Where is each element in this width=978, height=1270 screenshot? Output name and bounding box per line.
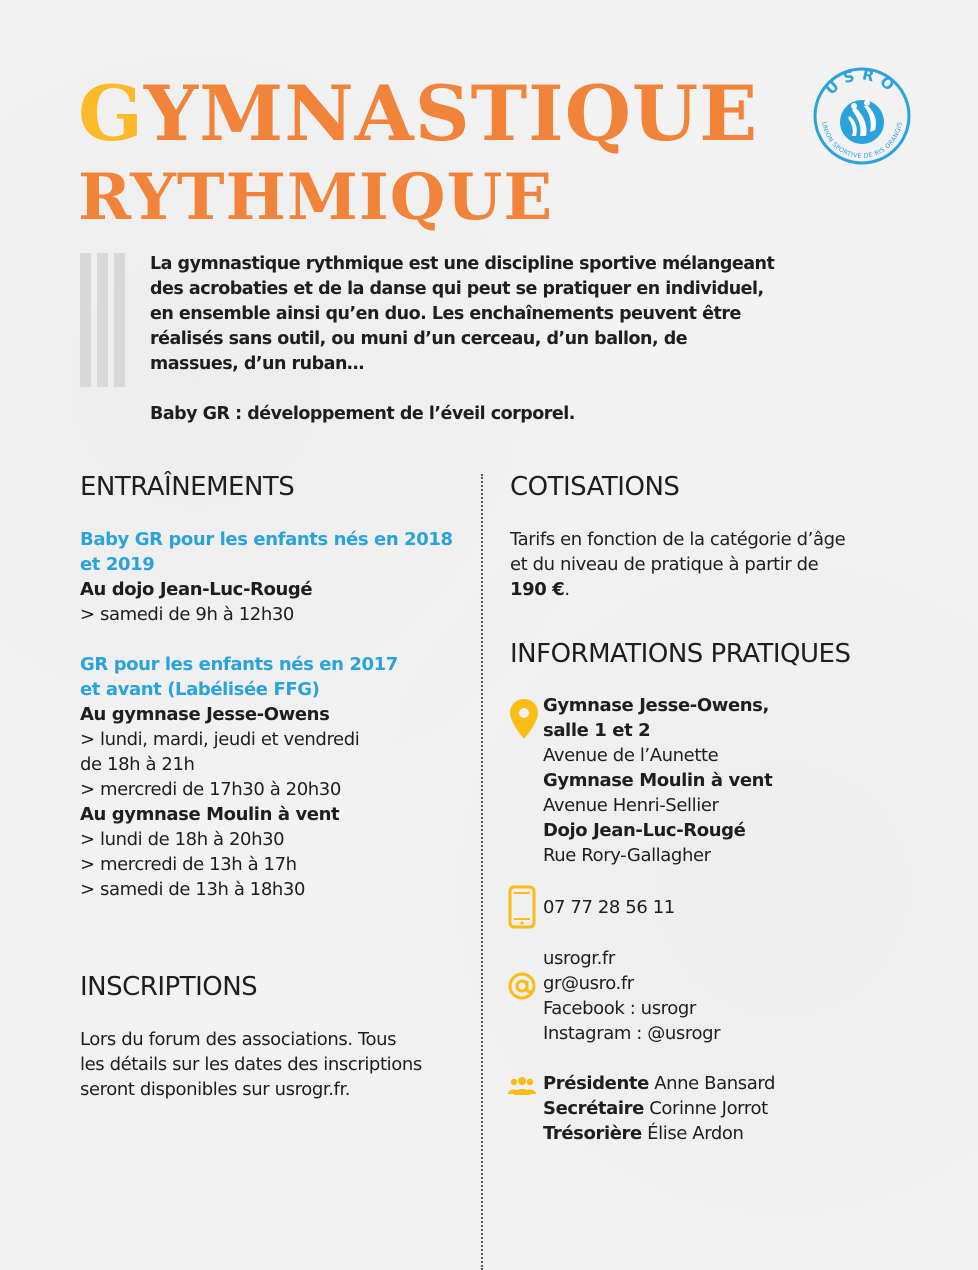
facebook: Facebook : usrogr: [543, 998, 696, 1019]
decorative-bar: [80, 253, 91, 387]
venue-name: Gymnase Jesse-Owens,: [543, 695, 769, 716]
title-line-2: RYTHMIQUE: [78, 160, 554, 235]
training-group-gr: [80, 652, 480, 902]
fees-line: et du niveau de pratique à partir de: [510, 554, 819, 575]
contacts-list: [543, 1071, 923, 1146]
training-schedule-line: > mercredi de 13h à 17h: [80, 854, 297, 875]
decorative-bar: [114, 253, 125, 387]
logo-ring-text: UNION SPORTIVE DE RIS ORANGIS: [820, 121, 904, 161]
decorative-bar: [97, 253, 108, 387]
registrations-line: seront disponibles sur usrogr.fr.: [80, 1079, 351, 1100]
title-line-1: [78, 69, 759, 158]
training-place: Au gymnase Jesse-Owens: [80, 704, 330, 725]
title-line-1-rest: YMNASTIQUE: [143, 69, 759, 158]
contact-role: Trésorière: [543, 1123, 642, 1144]
fees-price: 190 €: [510, 579, 565, 600]
venue-name: Dojo Jean-Luc-Rougé: [543, 820, 746, 841]
venues-list: [543, 693, 923, 868]
contact-role: Présidente: [543, 1073, 649, 1094]
training-schedule-line: > lundi, mardi, jeudi et vendredi: [80, 729, 360, 750]
practical-section: [510, 639, 910, 669]
title-first-letter: G: [78, 69, 144, 158]
registrations-text: [80, 1027, 480, 1102]
training-group-baby: [80, 527, 480, 627]
training-subhead: GR pour les enfants nés en 2017: [80, 654, 398, 675]
fees-price-suffix: .: [564, 579, 570, 600]
registrations-heading: INSCRIPTIONS: [80, 972, 258, 1002]
venue-name: salle 1 et 2: [543, 720, 651, 741]
training-subhead: et avant (Labélisée FFG): [80, 679, 320, 700]
web-contacts: [543, 946, 923, 1046]
trainings-section: [80, 472, 480, 902]
contact-name: Corinne Jorrot: [649, 1098, 768, 1119]
at-sign-icon: [507, 971, 537, 1001]
trainings-heading: ENTRAÎNEMENTS: [80, 472, 295, 502]
registrations-section: [80, 972, 480, 1102]
intro-paragraph: La gymnastique rythmique est une discipline sportive mélangeant des acrobaties et de la danse qui peut se pratiquer en individuel, en ensemble ainsi qu’en duo. Les enchaînements peuvent être réalisés sans outil, ou muni d’un cerceau, d’un ballon, de massues, d’un ruban…: [150, 254, 775, 374]
email: gr@usro.fr: [543, 973, 634, 994]
people-icon: [507, 1076, 537, 1096]
registrations-line: les détails sur les dates des inscriptions: [80, 1054, 422, 1075]
training-schedule-line: > samedi de 9h à 12h30: [80, 604, 294, 625]
contact-role: Secrétaire: [543, 1098, 644, 1119]
training-schedule-line: de 18h à 21h: [80, 754, 195, 775]
training-place: Au dojo Jean-Luc-Rougé: [80, 579, 313, 600]
contact-row: [543, 1096, 923, 1121]
contact-row: [543, 1121, 923, 1146]
training-place: Au gymnase Moulin à vent: [80, 804, 340, 825]
logo-acronym: USRO: [821, 66, 903, 99]
page-title: [78, 69, 759, 235]
venue-name: Gymnase Moulin à vent: [543, 770, 773, 791]
intro-paragraph-baby: Baby GR : développement de l’éveil corporel.: [150, 404, 575, 424]
location-pin-icon: [509, 698, 539, 740]
contact-name: Élise Ardon: [647, 1123, 744, 1144]
training-schedule-line: > mercredi de 17h30 à 20h30: [80, 779, 341, 800]
instagram: Instagram : @usrogr: [543, 1023, 721, 1044]
practical-heading: INFORMATIONS PRATIQUES: [510, 639, 851, 669]
training-schedule-line: > samedi de 13h à 18h30: [80, 879, 305, 900]
usro-logo: [812, 66, 912, 166]
fees-heading: COTISATIONS: [510, 472, 680, 502]
venue-address: Rue Rory-Gallagher: [543, 845, 711, 866]
training-schedule-line: > lundi de 18h à 20h30: [80, 829, 285, 850]
website: usrogr.fr: [543, 948, 615, 969]
logo-emblem-icon: [840, 100, 884, 144]
column-divider: [481, 474, 483, 1270]
fees-section: [510, 472, 910, 602]
training-subhead: et 2019: [80, 554, 155, 575]
phone-icon: [508, 885, 536, 929]
contact-row: [543, 1071, 923, 1096]
venue-address: Avenue Henri-Sellier: [543, 795, 719, 816]
venue-address: Avenue de l’Aunette: [543, 745, 719, 766]
fees-price-line: [510, 577, 910, 602]
phone-number: 07 77 28 56 11: [543, 897, 675, 918]
fees-text: [510, 527, 910, 602]
svg-text:USRO: [822, 66, 903, 98]
intro-decorative-bars: [80, 253, 126, 387]
registrations-line: Lors du forum des associations. Tous: [80, 1029, 397, 1050]
contact-name: Anne Bansard: [654, 1073, 776, 1094]
fees-line: Tarifs en fonction de la catégorie d’âge: [510, 529, 846, 550]
intro-text: [150, 252, 780, 427]
training-subhead: Baby GR pour les enfants nés en 2018: [80, 529, 453, 550]
